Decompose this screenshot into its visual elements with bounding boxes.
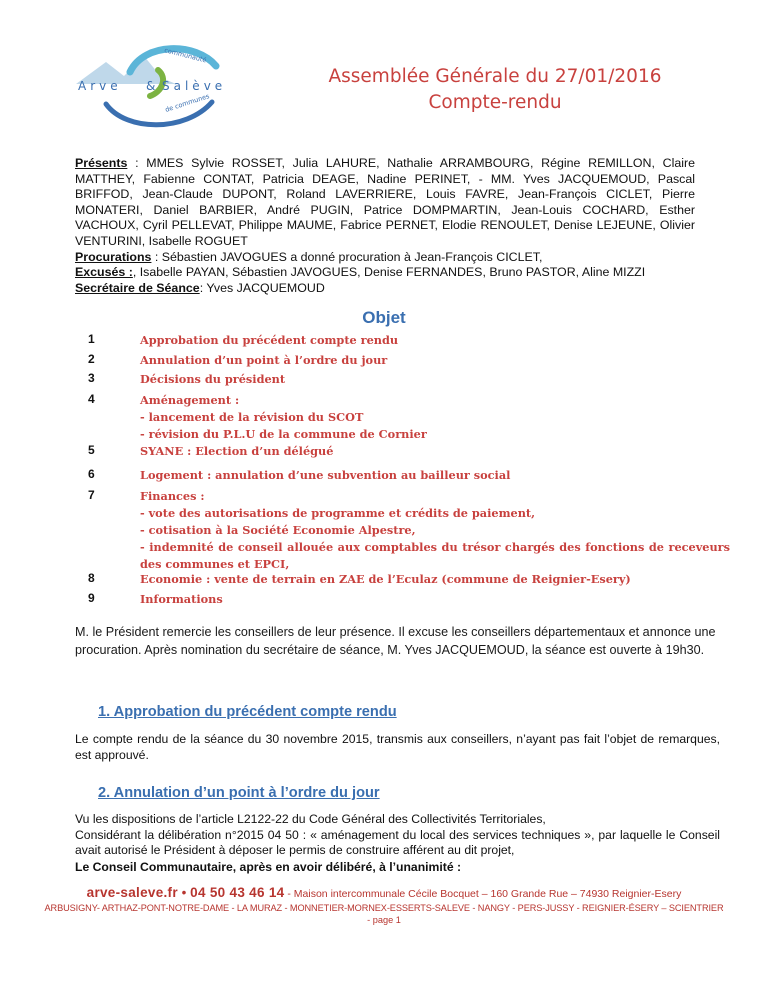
footer-bullet: •	[181, 885, 187, 900]
section-2-para-1: Vu les dispositions de l’article L2122-22 du Code Général des Collectivités Territoriales,	[75, 812, 546, 826]
procurations-paragraph	[75, 250, 695, 266]
agenda-item-number: 3	[88, 371, 95, 385]
section-2-body	[75, 812, 720, 859]
footer-phone: 04 50 43 46 14	[190, 885, 285, 900]
agenda-item-number: 6	[88, 467, 95, 481]
agenda-item-line: - révision du P.L.U de la commune de Cornier	[140, 427, 427, 441]
agenda-item-text	[140, 371, 730, 388]
agenda-item-text	[140, 488, 730, 573]
arve-saleve-logo	[66, 32, 256, 142]
agenda-item-line: - lancement de la révision du SCOT	[140, 410, 364, 424]
excuses-text: , Isabelle PAYAN, Sébastien JAVOGUES, Denise FERNANDES, Bruno PASTOR, Aline MIZZI	[132, 265, 646, 280]
secretaire-label: Secrétaire de Séance	[75, 280, 200, 295]
agenda-item-text	[140, 571, 730, 588]
agenda-item-number: 5	[88, 443, 95, 457]
agenda-item-line: Informations	[140, 592, 223, 606]
logo-text-arve: Arve	[78, 79, 122, 93]
intro-paragraph: M. le Président remercie les conseillers de leur présence. Il excuse les conseillers départementaux et annonce une procuration. Après nomination du secrétaire de séance, M. Yves JACQUEMOUD, la séance est ouverte à 19h30.	[75, 625, 716, 657]
excuses-label: Excusés :	[75, 265, 133, 280]
agenda-item-line: - cotisation à la Société Economie Alpestre,	[140, 523, 416, 537]
agenda-item-number: 2	[88, 352, 95, 366]
logo-text-communaute: communauté	[163, 46, 208, 65]
agenda-item-text	[140, 392, 730, 443]
section-2-para-2: Considérant la délibération n°2015 04 50 : « aménagement du local des services techniques », par laquelle le Conseil avait autorisé le Président à déposer le permis de construire afférent au dit projet,	[75, 827, 720, 857]
agenda-item-line: Aménagement :	[140, 393, 240, 407]
footer-page-number: - page 1	[367, 915, 401, 925]
procurations-label: Procurations	[75, 249, 152, 264]
agenda-item-number: 8	[88, 571, 95, 585]
logo-text-saleve: Salève	[162, 79, 227, 93]
page-footer	[0, 885, 768, 925]
agenda-item-line: SYANE : Election d’un délégué	[140, 444, 334, 458]
agenda-item-line: Logement : annulation d’une subvention au bailleur social	[140, 468, 511, 482]
footer-address: - Maison intercommunale Cécile Bocquet – 160 Grande Rue – 74930 Reignier-Esery	[284, 888, 682, 900]
document-title	[300, 64, 690, 116]
agenda-item-line: - vote des autorisations de programme et crédits de paiement,	[140, 506, 536, 520]
agenda-item-number: 4	[88, 392, 95, 406]
logo-text-de-communes: de communes	[164, 92, 211, 114]
document-title-line1: Assemblée Générale du 27/01/2016	[328, 66, 662, 87]
presents-label: Présents	[75, 156, 128, 170]
section-1-heading: 1. Approbation du précédent compte rendu	[98, 704, 397, 720]
secretaire-paragraph	[75, 281, 695, 297]
agenda-item-number: 1	[88, 332, 95, 346]
footer-communes: ARBUSIGNY- ARTHAZ-PONT-NOTRE-DAME - LA MURAZ - MONNETIER-MORNEX-ESSERTS-SALEVE - NANGY - PERS-JUSSY - REIGNIER-ÉSERY – SCIENTRIER	[44, 903, 724, 913]
agenda-item-line: - indemnité de conseil allouée aux comptables du trésor chargés des fonctions de receveurs des communes et EPCI,	[140, 540, 730, 571]
agenda-item-text	[140, 591, 730, 608]
agenda-item-line: Annulation d’un point à l’ordre du jour	[140, 353, 388, 367]
agenda-item-text	[140, 352, 730, 369]
footer-contact-line	[0, 885, 768, 900]
agenda-item-number: 7	[88, 488, 95, 502]
objet-heading: Objet	[362, 308, 406, 327]
secretaire-text: : Yves JACQUEMOUD	[199, 280, 325, 295]
section-2-heading: 2. Annulation d’un point à l’ordre du jour	[98, 785, 380, 801]
agenda-item-line: Décisions du président	[140, 372, 286, 386]
logo-text-amp: &	[146, 79, 156, 93]
attendance-block	[75, 156, 695, 296]
logo-swirl-bottom	[106, 102, 212, 125]
decision-statement: Le Conseil Communautaire, après en avoir délibéré, à l’unanimité :	[75, 860, 462, 874]
agenda-item-text	[140, 332, 730, 349]
agenda-item-text	[140, 467, 730, 484]
presents-paragraph	[75, 156, 695, 250]
procurations-text: : Sébastien JAVOGUES a donné procuration à Jean-François CICLET,	[151, 249, 543, 264]
agenda-item-line: Finances :	[140, 489, 205, 503]
presents-text: : MMES Sylvie ROSSET, Julia LAHURE, Nathalie ARRAMBOURG, Régine REMILLON, Claire MATTHEY, Fabienne CONTAT, Patricia DEAGE, Nadine PERINET, - MM. Yves JACQUEMOUD, Pascal BRIFFOD, Jean-Claude DUPONT, Roland LAVERRIERE, Louis FAVRE, Jean-François CICLET, Pierre MONATERI, Daniel BARBIER, André PUGIN, Patrice DOMPMARTIN, Jean-Louis COCHARD, Esther VACHOUX, Cyril PELLEVAT, Philippe MAUME, Fabrice PERNET, Elodie RENOULET, Denise LEJEUNE, Olivier VENTURINI, Isabelle ROGUET	[75, 156, 695, 248]
agenda-item-line: Approbation du précédent compte rendu	[140, 333, 399, 347]
excuses-paragraph	[75, 265, 695, 281]
section-1-text: Le compte rendu de la séance du 30 novembre 2015, transmis aux conseillers, n’ayant pas fait l’objet de remarques, est approuvé.	[75, 732, 720, 762]
agenda-item-line: Economie : vente de terrain en ZAE de l’Eculaz (commune de Reignier-Esery)	[140, 572, 631, 586]
document-title-line2: Compte-rendu	[428, 92, 562, 113]
agenda-item-number: 9	[88, 591, 95, 605]
footer-website: arve-saleve.fr	[86, 885, 178, 900]
agenda-item-text	[140, 443, 730, 460]
